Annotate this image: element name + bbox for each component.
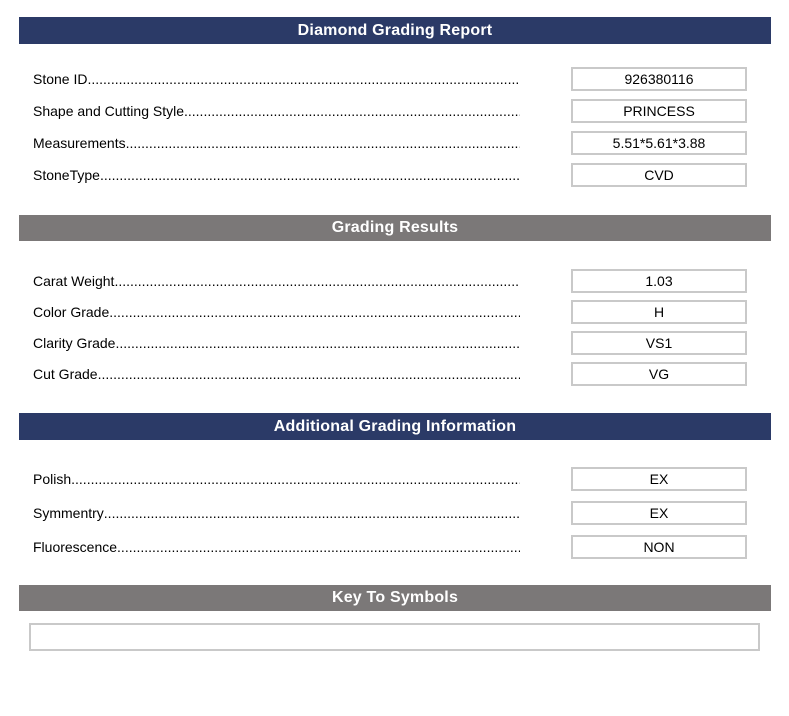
field-value-box: 926380116 — [571, 67, 747, 91]
field-label: Fluorescence — [33, 539, 118, 555]
field-row-fluorescence — [33, 535, 747, 559]
dot-leader — [114, 273, 520, 289]
dot-leader — [117, 539, 520, 555]
section-title: Key To Symbols — [331, 589, 459, 606]
field-label: StoneType — [33, 167, 100, 183]
section-title: Diamond Grading Report — [297, 21, 493, 39]
section-header-additional-grading-information — [19, 413, 771, 440]
field-row-cut-grade — [33, 362, 747, 386]
section-title: Grading Results — [331, 219, 459, 236]
field-row-measurements — [33, 131, 747, 155]
field-row-stone-type — [33, 163, 747, 187]
field-label: Cut Grade — [33, 366, 98, 382]
field-label: Stone ID — [33, 71, 88, 87]
field-value-box: CVD — [571, 163, 747, 187]
dot-leader — [98, 366, 520, 382]
dot-leader — [71, 471, 520, 487]
dot-leader — [115, 335, 520, 351]
field-value-box: VS1 — [571, 331, 747, 355]
section-body-grading-results — [0, 269, 789, 386]
section-header-key-to-symbols — [19, 585, 771, 611]
field-label: Clarity Grade — [33, 335, 116, 351]
field-row-shape-cutting-style — [33, 99, 747, 123]
field-row-carat-weight — [33, 269, 747, 293]
field-label: Carat Weight — [33, 273, 115, 289]
dot-leader — [104, 505, 520, 521]
field-label: Shape and Cutting Style — [33, 103, 184, 119]
field-label: Polish — [33, 471, 72, 487]
section-title: Additional Grading Information — [273, 417, 517, 435]
section-header-grading-results — [19, 215, 771, 241]
field-value-box: H — [571, 300, 747, 324]
dot-leader — [184, 103, 520, 119]
field-row-stone-id — [33, 67, 747, 91]
field-row-polish — [33, 467, 747, 491]
field-value-box: VG — [571, 362, 747, 386]
field-label: Symmentry — [33, 505, 104, 521]
field-value-box: PRINCESS — [571, 99, 747, 123]
section-body-identification — [0, 67, 789, 187]
field-label: Color Grade — [33, 304, 110, 320]
field-value-box: EX — [571, 467, 747, 491]
dot-leader — [87, 71, 520, 87]
field-value-box: 1.03 — [571, 269, 747, 293]
field-row-clarity-grade — [33, 331, 747, 355]
key-to-symbols-box — [29, 623, 760, 651]
field-value-box: 5.51*5.61*3.88 — [571, 131, 747, 155]
field-row-color-grade — [33, 300, 747, 324]
section-header-diamond-grading-report — [19, 17, 771, 44]
field-row-symmentry — [33, 501, 747, 525]
section-body-additional-grading — [0, 467, 789, 559]
dot-leader — [100, 167, 520, 183]
dot-leader — [109, 304, 520, 320]
dot-leader — [126, 135, 520, 151]
field-value-box: EX — [571, 501, 747, 525]
field-label: Measurements — [33, 135, 126, 151]
field-value-box: NON — [571, 535, 747, 559]
